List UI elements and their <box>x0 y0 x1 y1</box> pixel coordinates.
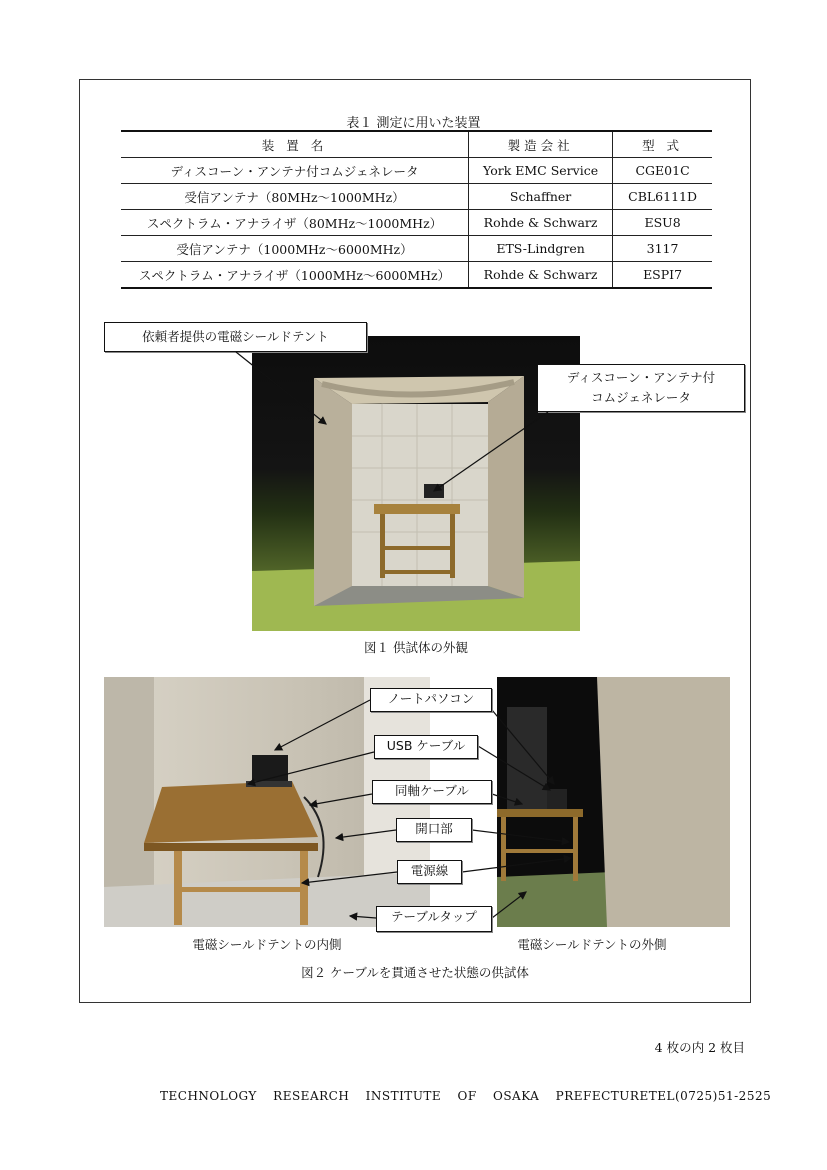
cell-model: 3117 <box>613 236 712 262</box>
opening-callout: 開口部 <box>396 818 472 842</box>
cell-device: スペクトラム・アナライザ（1000MHz〜6000MHz） <box>121 262 469 289</box>
cell-device: 受信アンテナ（80MHz〜1000MHz） <box>121 184 469 210</box>
figure2-caption: 図２ ケーブルを貫通させた状態の供試体 <box>301 965 529 980</box>
cell-model: ESPI7 <box>613 262 712 289</box>
cell-model: CBL6111D <box>613 184 712 210</box>
figure1-caption: 図１ 供試体の外観 <box>364 640 468 655</box>
cell-manufacturer: Schaffner <box>469 184 613 210</box>
laptop-callout: ノートパソコン <box>370 688 492 712</box>
opening-arrow-right <box>472 830 569 842</box>
tap-arrow-left <box>350 916 376 918</box>
header-device-name: 装 置 名 <box>121 131 469 158</box>
power-cable-callout: 電源線 <box>397 860 462 884</box>
header-model: 型 式 <box>613 131 712 158</box>
footer-organization: TECHNOLOGY RESEARCH INSTITUTE OF OSAKA PREFECTURE <box>160 1089 649 1103</box>
cell-model: CGE01C <box>613 158 712 184</box>
opening-arrow-left <box>336 830 396 838</box>
tent-callout: 依頼者提供の電磁シールドテント <box>104 322 367 352</box>
cell-manufacturer: York EMC Service <box>469 158 613 184</box>
page-number: 4 枚の内 2 枚目 <box>654 1040 745 1055</box>
usb-cable-callout: USB ケーブル <box>374 735 478 759</box>
power-strip-callout: テーブルタップ <box>376 906 492 932</box>
coax-arrow-left <box>310 794 372 805</box>
footer <box>160 1089 772 1103</box>
generator-callout-line2: コムジェネレータ <box>591 390 691 405</box>
cell-device: ディスコーン・アンテナ付コムジェネレータ <box>121 158 469 184</box>
cell-device: 受信アンテナ（1000MHz〜6000MHz） <box>121 236 469 262</box>
coax-cable-callout: 同軸ケーブル <box>372 780 492 804</box>
cell-device: スペクトラム・アナライザ（80MHz〜1000MHz） <box>121 210 469 236</box>
outside-subcaption: 電磁シールドテントの外側 <box>517 937 667 952</box>
footer-telephone: TEL(0725)51-2525 <box>648 1089 772 1103</box>
laptop-arrow-left <box>275 700 370 750</box>
usb-arrow-left <box>248 752 374 784</box>
cell-model: ESU8 <box>613 210 712 236</box>
header-manufacturer: 製造会社 <box>469 131 613 158</box>
tap-arrow-right <box>492 892 526 918</box>
inside-subcaption: 電磁シールドテントの内側 <box>192 937 342 952</box>
coax-arrow-right <box>492 794 522 804</box>
power-arrow-left <box>302 872 397 883</box>
cell-manufacturer: Rohde & Schwarz <box>469 210 613 236</box>
generator-arrow <box>434 412 548 491</box>
power-arrow-right <box>462 858 571 872</box>
cell-manufacturer: Rohde & Schwarz <box>469 262 613 289</box>
tent-arrow <box>236 352 326 424</box>
cell-manufacturer: ETS-Lindgren <box>469 236 613 262</box>
generator-callout-line1: ディスコーン・アンテナ付 <box>566 370 716 385</box>
table-caption: 表１ 測定に用いた装置 <box>346 116 481 131</box>
